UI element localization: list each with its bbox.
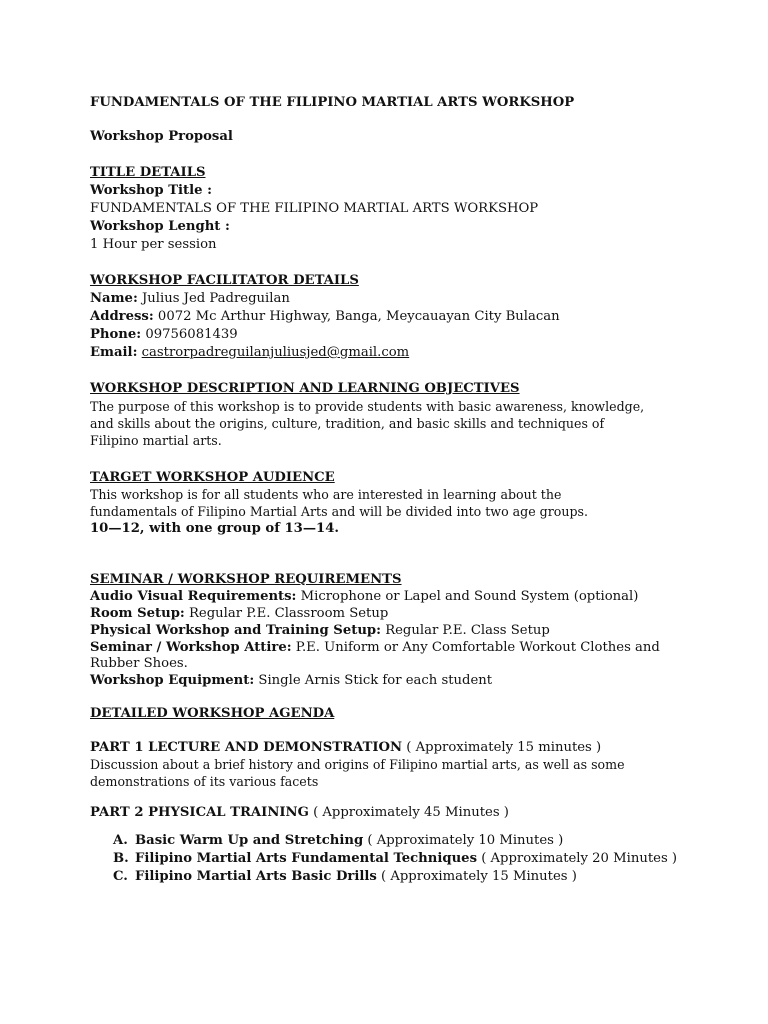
email-label: Email: bbox=[90, 345, 138, 360]
list-item-time: ( Approximately 10 Minutes ) bbox=[363, 833, 564, 848]
requirement-equipment bbox=[90, 672, 492, 689]
title-details-heading: TITLE DETAILS bbox=[90, 165, 206, 180]
facilitator-phone bbox=[90, 326, 238, 343]
list-item-label: Basic Warm Up and Stretching bbox=[135, 833, 364, 848]
phone-label: Phone: bbox=[90, 327, 142, 342]
phone-value: 09756081439 bbox=[141, 327, 238, 342]
room-value: Regular P.E. Classroom Setup bbox=[184, 606, 389, 621]
document-title: FUNDAMENTALS OF THE FILIPINO MARTIAL ARTS WORKSHOP bbox=[90, 95, 575, 110]
facilitator-email bbox=[90, 344, 409, 361]
facilitator-address bbox=[90, 308, 560, 325]
requirement-physical bbox=[90, 622, 550, 639]
list-marker: C. bbox=[113, 869, 128, 884]
equipment-value: Single Arnis Stick for each student bbox=[254, 673, 493, 688]
facilitator-heading: WORKSHOP FACILITATOR DETAILS bbox=[90, 273, 359, 288]
equipment-label: Workshop Equipment: bbox=[90, 673, 255, 688]
workshop-title-value: FUNDAMENTALS OF THE FILIPINO MARTIAL ARTS WORKSHOP bbox=[90, 201, 539, 216]
physical-label: Physical Workshop and Training Setup: bbox=[90, 623, 381, 638]
audience-line: fundamentals of Filipino Martial Arts and will be divided into two age groups. bbox=[90, 504, 588, 519]
address-value: 0072 Mc Arthur Highway, Banga, Meycauayan City Bulacan bbox=[153, 309, 560, 324]
workshop-title-label: Workshop Title : bbox=[90, 183, 213, 198]
agenda-part-2 bbox=[90, 804, 509, 821]
list-item bbox=[113, 868, 577, 885]
description-line: and skills about the origins, culture, tradition, and basic skills and techniques of bbox=[90, 416, 605, 431]
description-heading: WORKSHOP DESCRIPTION AND LEARNING OBJECTIVES bbox=[90, 381, 520, 396]
name-label: Name: bbox=[90, 291, 138, 306]
attire-value: P.E. Uniform or Any Comfortable Workout Clothes and bbox=[291, 640, 660, 655]
part2-time: ( Approximately 45 Minutes ) bbox=[308, 805, 509, 820]
audience-line: This workshop is for all students who are interested in learning about the bbox=[90, 487, 562, 502]
description-line: Filipino martial arts. bbox=[90, 433, 222, 448]
part1-label: PART 1 LECTURE AND DEMONSTRATION bbox=[90, 740, 403, 755]
agenda-heading: DETAILED WORKSHOP AGENDA bbox=[90, 706, 335, 721]
list-item-time: ( Approximately 15 Minutes ) bbox=[376, 869, 577, 884]
part2-label: PART 2 PHYSICAL TRAINING bbox=[90, 805, 309, 820]
requirements-heading: SEMINAR / WORKSHOP REQUIREMENTS bbox=[90, 572, 402, 587]
av-value: Microphone or Lapel and Sound System (optional) bbox=[296, 589, 639, 604]
audience-age-groups: 10—12, with one group of 13—14. bbox=[90, 521, 339, 536]
av-label: Audio Visual Requirements: bbox=[90, 589, 297, 604]
workshop-length-label: Workshop Lenght : bbox=[90, 219, 230, 234]
requirement-attire bbox=[90, 639, 660, 656]
list-marker: B. bbox=[113, 851, 129, 866]
physical-value: Regular P.E. Class Setup bbox=[381, 623, 550, 638]
room-label: Room Setup: bbox=[90, 606, 185, 621]
requirement-room bbox=[90, 605, 388, 622]
list-item bbox=[113, 850, 677, 867]
list-marker: A. bbox=[113, 833, 128, 848]
name-value: Julius Jed Padreguilan bbox=[137, 291, 290, 306]
part1-description-line: Discussion about a brief history and origins of Filipino martial arts, as well as some bbox=[90, 757, 625, 772]
requirement-attire-continued: Rubber Shoes. bbox=[90, 656, 188, 671]
workshop-length-value: 1 Hour per session bbox=[90, 237, 217, 252]
list-item-time: ( Approximately 20 Minutes ) bbox=[477, 851, 678, 866]
list-item-label: Filipino Martial Arts Fundamental Techniques bbox=[135, 851, 477, 866]
list-item-label: Filipino Martial Arts Basic Drills bbox=[135, 869, 377, 884]
email-link[interactable]: castrorpadreguilanjuliusjed@gmail.com bbox=[141, 345, 410, 360]
document-subtitle: Workshop Proposal bbox=[90, 129, 233, 144]
address-label: Address: bbox=[90, 309, 154, 324]
part1-description-line: demonstrations of its various facets bbox=[90, 774, 319, 789]
attire-label: Seminar / Workshop Attire: bbox=[90, 640, 292, 655]
agenda-part-1 bbox=[90, 739, 601, 756]
audience-heading: TARGET WORKSHOP AUDIENCE bbox=[90, 470, 335, 485]
requirement-av bbox=[90, 588, 638, 605]
part1-time: ( Approximately 15 minutes ) bbox=[402, 740, 602, 755]
list-item bbox=[113, 832, 563, 849]
facilitator-name bbox=[90, 290, 290, 307]
description-line: The purpose of this workshop is to provide students with basic awareness, knowledge, bbox=[90, 399, 645, 414]
